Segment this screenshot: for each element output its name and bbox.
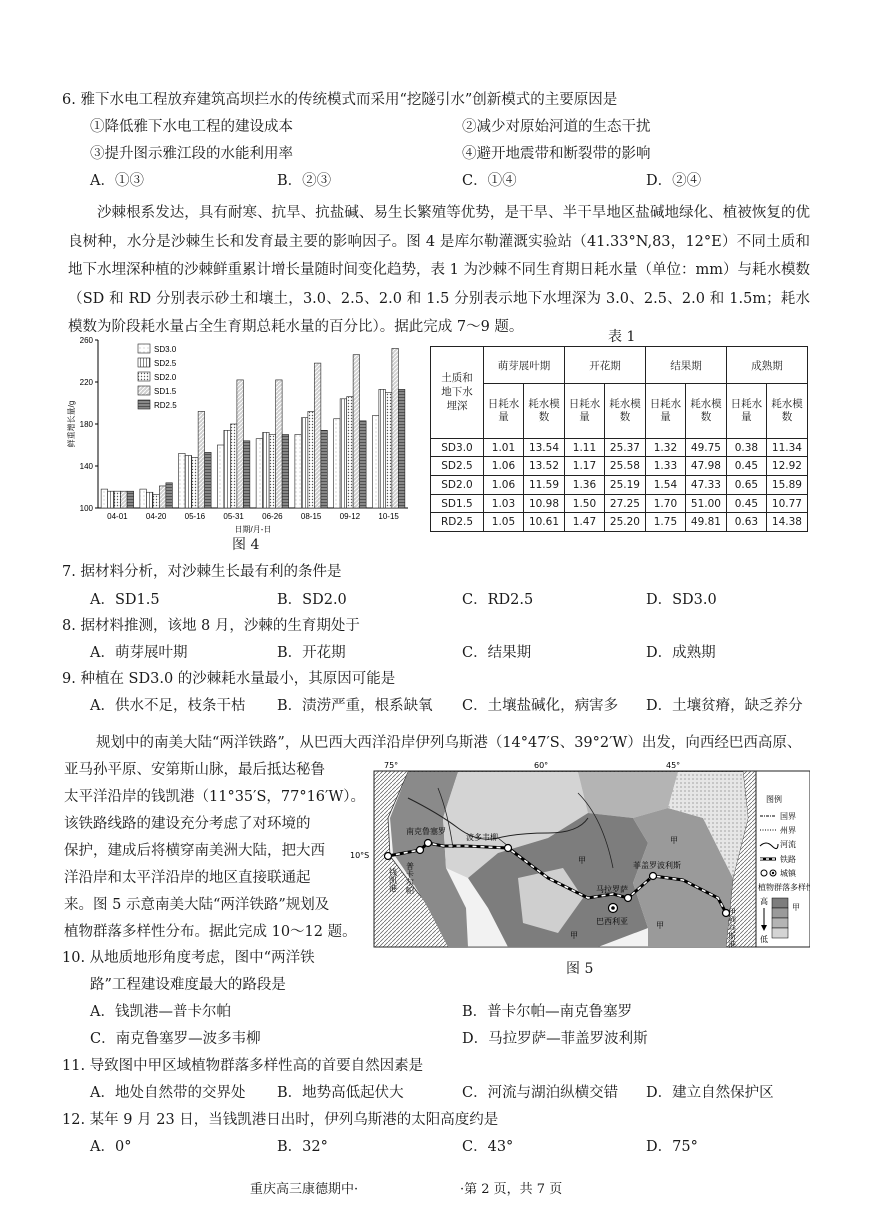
bar-rd2-5 xyxy=(166,483,173,508)
table1-stage: 成熟期 xyxy=(726,347,807,384)
q8-option-c[interactable]: C．结果期 xyxy=(462,645,532,661)
bar-rd2-5 xyxy=(398,389,405,508)
y-axis-label: 鲜重增长量/g xyxy=(67,400,76,448)
table1-row xyxy=(431,457,808,476)
table1-cell: 13.52 xyxy=(523,457,564,476)
table1-sub-daily: 日耗水量 xyxy=(564,384,604,439)
y-tick-label: 140 xyxy=(79,462,93,471)
x-tick-label: 10-15 xyxy=(378,512,399,521)
q12-option-b[interactable]: B．32° xyxy=(277,1139,328,1155)
table1-cell: 0.45 xyxy=(726,494,766,513)
q9-stem: 9. 种植在 SD3.0 的沙棘耗水量最小，其原因可能是 xyxy=(62,671,396,687)
table1-stage: 结果期 xyxy=(645,347,726,384)
bar-sd2-0 xyxy=(153,494,160,508)
region-jia-4: 甲 xyxy=(670,836,678,845)
city-label-ilheus: 伊列乌斯港 xyxy=(727,908,737,948)
bar-sd2-5 xyxy=(185,456,192,509)
x-axis-label: 日期/月-日 xyxy=(234,525,272,534)
table1-row xyxy=(431,438,808,457)
bar-sd1-5 xyxy=(198,411,205,508)
table1-cell: 1.54 xyxy=(645,476,685,495)
q12-option-d[interactable]: D．75° xyxy=(646,1139,698,1155)
table1-cell: 13.54 xyxy=(523,438,564,457)
q9-option-a[interactable]: A．供水不足，枝条干枯 xyxy=(90,698,246,714)
table1-sub-daily: 日耗水量 xyxy=(726,384,766,439)
town-pucallpa xyxy=(417,847,424,854)
q6-item-4: ④避开地震带和断裂带的影响 xyxy=(462,146,651,162)
material-2-line: 植物群落多样性分布。据此完成 10～12 题。 xyxy=(64,924,357,940)
legend-swatch-4 xyxy=(772,928,788,938)
q6-option-d[interactable]: D．②④ xyxy=(646,173,702,189)
bar-sd2-0 xyxy=(308,411,315,508)
q10-option-b[interactable]: B．普卡尔帕—南克鲁塞罗 xyxy=(462,1004,633,1020)
bar-sd1-5 xyxy=(314,363,321,508)
table1-cell: 11.34 xyxy=(766,438,807,457)
legend-label: RD2.5 xyxy=(154,401,177,410)
bar-sd2-0 xyxy=(269,435,276,509)
table1-cell: 1.75 xyxy=(645,513,685,532)
bar-sd2-0 xyxy=(385,393,392,509)
bar-sd3-0 xyxy=(101,489,108,508)
material-2-line: 来。图 5 示意南美大陆“两洋铁路”规划及 xyxy=(64,897,330,913)
legend-swatch xyxy=(138,386,150,395)
table1-cell: 1.03 xyxy=(484,494,524,513)
q7-option-a[interactable]: A．SD1.5 xyxy=(90,592,160,608)
town-porto-velho xyxy=(505,845,512,852)
q11-option-d[interactable]: D．建立自然保护区 xyxy=(646,1085,774,1101)
table1-sub-daily: 日耗水量 xyxy=(484,384,524,439)
bar-sd2-5 xyxy=(108,491,115,508)
city-label-porto-velho: 波多韦柳 xyxy=(466,833,498,842)
bar-sd1-5 xyxy=(353,355,360,508)
q6-stem: 6. 雅下水电工程放弃建筑高坝拦水的传统模式而采用“挖隧引水”创新模式的主要原因是 xyxy=(62,92,618,108)
material-2-line-1: 规划中的南美大陆“两洋铁路”，从巴西大西洋沿岸伊列乌斯港（14°47′S、39°2′W）出发，向西经巴西高原、 xyxy=(96,735,802,751)
q11-option-b[interactable]: B．地势高低起伏大 xyxy=(277,1085,404,1101)
city-label-figueiropolis: 菲盖罗波利斯 xyxy=(633,861,681,870)
q10-option-c[interactable]: C．南克鲁塞罗—波多韦柳 xyxy=(90,1031,261,1047)
table1-cell: 1.70 xyxy=(645,494,685,513)
material-2-line: 该铁路线路的建设充分考虑了对环境的 xyxy=(64,816,311,832)
q12-option-c[interactable]: C．43° xyxy=(462,1139,514,1155)
table1-cell: 49.75 xyxy=(685,438,726,457)
table1-cell: 25.37 xyxy=(604,438,645,457)
bar-sd2-0 xyxy=(192,458,199,508)
table1-corner xyxy=(431,347,484,439)
footer-page: ·第 2 页，共 7 页 xyxy=(460,1182,563,1197)
town-cruzeiro xyxy=(425,840,432,847)
bar-sd3-0 xyxy=(372,416,379,508)
city-label-cruzeiro: 南克鲁塞罗 xyxy=(406,827,446,836)
bar-rd2-5 xyxy=(321,430,328,508)
table1-row-label: RD2.5 xyxy=(431,513,484,532)
fig4-bar-chart xyxy=(62,330,422,555)
bar-sd2-5 xyxy=(301,418,308,508)
q11-option-a[interactable]: A．地处自然带的交界处 xyxy=(90,1085,246,1101)
bar-rd2-5 xyxy=(360,421,367,508)
fig4-caption: 图 4 xyxy=(232,537,260,553)
table1-cell: 10.61 xyxy=(523,513,564,532)
q6-item-3: ③提升图示雅江段的水能利用率 xyxy=(90,146,293,162)
table1-cell: 12.92 xyxy=(766,457,807,476)
legend-high: 高 xyxy=(760,897,768,906)
city-label-pucallpa: 普卡尔帕 xyxy=(405,862,415,894)
footer-left: 重庆高三康德期中· xyxy=(250,1182,359,1197)
table1-cell: 47.98 xyxy=(685,457,726,476)
q10-stem-b: 路”工程建设难度最大的路段是 xyxy=(90,977,286,993)
table1-cell: 0.63 xyxy=(726,513,766,532)
q7-option-c[interactable]: C．RD2.5 xyxy=(462,592,534,608)
q10-option-d[interactable]: D．马拉罗萨—菲盖罗波利斯 xyxy=(462,1031,648,1047)
bar-rd2-5 xyxy=(205,452,212,508)
bar-sd2-0 xyxy=(347,397,354,508)
bar-rd2-5 xyxy=(127,491,134,508)
q8-option-d[interactable]: D．成熟期 xyxy=(646,645,716,661)
table1-cell: 1.17 xyxy=(564,457,604,476)
legend-label: SD2.5 xyxy=(154,359,177,368)
q10-stem-a: 10. 从地质地形角度考虑，图中“两洋铁 xyxy=(62,950,315,966)
legend-label: SD2.0 xyxy=(154,373,177,382)
bar-sd1-5 xyxy=(237,380,244,508)
fig5-map xyxy=(348,758,810,954)
material-2-line: 洋沿岸和太平洋沿岸的地区直接联通起 xyxy=(64,870,311,886)
legend-swatch-1 xyxy=(772,898,788,908)
material-1 xyxy=(68,199,810,342)
legend-label: SD1.5 xyxy=(154,387,177,396)
corner-line-2: 地下水 xyxy=(441,386,473,399)
bar-sd1-5 xyxy=(121,491,128,508)
city-label-brasilia: 巴西利亚 xyxy=(596,917,628,926)
table1-cell: 11.59 xyxy=(523,476,564,495)
bar-sd1-5 xyxy=(276,380,283,508)
bar-sd2-5 xyxy=(146,492,153,508)
lat-label-10s: 10°S xyxy=(350,851,370,860)
table1-cell: 1.32 xyxy=(645,438,685,457)
table1-cell: 0.65 xyxy=(726,476,766,495)
corner-line-1: 土质和 xyxy=(441,372,473,385)
bar-rd2-5 xyxy=(282,435,289,509)
x-tick-label: 08-15 xyxy=(300,512,322,521)
legend-swatch-3 xyxy=(772,918,788,928)
q12-stem: 12. 某年 9 月 23 日，当钱凯港日出时，伊列乌斯港的太阳高度约是 xyxy=(62,1112,499,1128)
q6-option-c[interactable]: C．①④ xyxy=(462,173,517,189)
q6-item-1: ①降低雅下水电工程的建设成本 xyxy=(90,119,293,135)
bar-sd3-0 xyxy=(256,439,263,508)
q6-option-b[interactable]: B．②③ xyxy=(277,173,332,189)
table1-cell: 1.05 xyxy=(484,513,524,532)
bar-sd2-0 xyxy=(230,424,237,508)
town-figueiropolis xyxy=(650,873,657,880)
table1-sub-modulus: 耗水模数 xyxy=(604,384,645,439)
legend-swatch xyxy=(138,400,150,409)
q8-option-b[interactable]: B．开花期 xyxy=(277,645,346,661)
q9-option-c[interactable]: C．土壤盐碱化，病害多 xyxy=(462,698,619,714)
q7-stem: 7. 据材料分析，对沙棘生长最有利的条件是 xyxy=(62,564,342,580)
town-mara-rosa xyxy=(625,895,632,902)
legend-swatch xyxy=(138,358,150,367)
bar-rd2-5 xyxy=(243,441,250,508)
table1-cell: 25.19 xyxy=(604,476,645,495)
table1-row xyxy=(431,476,808,495)
q6-option-a[interactable]: A．①③ xyxy=(90,173,144,189)
table1-cell: 1.47 xyxy=(564,513,604,532)
region-jia-2: 甲 xyxy=(570,931,578,940)
material-2-line: 亚马孙平原、安第斯山脉，最后抵达秘鲁 xyxy=(64,762,325,778)
x-tick-label: 05-31 xyxy=(223,512,244,521)
table1-sub-modulus: 耗水模数 xyxy=(766,384,807,439)
legend-swatch-2 xyxy=(772,908,788,918)
bar-sd2-5 xyxy=(340,399,347,508)
table1-stage: 萌芽展叶期 xyxy=(484,347,565,384)
q8-option-a[interactable]: A．萌芽展叶期 xyxy=(90,645,188,661)
table1-cell: 1.01 xyxy=(484,438,524,457)
bar-sd3-0 xyxy=(295,435,302,509)
lon-label-60: 60° xyxy=(534,761,549,770)
legend-title: 图例 xyxy=(766,795,782,804)
table1-cell: 10.98 xyxy=(523,494,564,513)
y-tick-label: 260 xyxy=(79,336,93,345)
table1-cell: 1.06 xyxy=(484,457,524,476)
x-tick-label: 04-20 xyxy=(145,512,167,521)
table1-row-label: SD2.0 xyxy=(431,476,484,495)
city-label-mara-rosa: 马拉罗萨 xyxy=(596,885,628,894)
legend-jia: 甲 xyxy=(792,903,800,912)
legend-rail: 铁路 xyxy=(780,855,796,864)
fig5-caption: 图 5 xyxy=(566,961,594,977)
town-brasilia-inner xyxy=(611,906,615,910)
bar-sd3-0 xyxy=(217,445,224,508)
table1-cell: 1.50 xyxy=(564,494,604,513)
bar-sd2-5 xyxy=(263,432,270,508)
material-1-text: 沙棘根系发达，具有耐寒、抗旱、抗盐碱、易生长繁殖等优势，是干旱、半干旱地区盐碱地绿化、植被恢复的优良树种，水分是沙棘生长和发育最主要的影响因子。图 4 是库尔勒灌溉实验站（41.33°N,83，12°E）不同土质和地下水埋深种植的沙棘鲜重累计增长量随时间变化趋势，表 1 为沙棘不同生育期日耗水量（单位：mm）与耗水模数（SD 和 RD 分别表示砂土和壤土，3.0、2.5、2.0 和 1.5 分别表示地下水埋深为 3.0、2.5、2.0 和 1.5m；耗水模数为阶段耗水量占全生育期总耗水量的百分比）。据此完成 7～9 题。 xyxy=(68,205,810,335)
material-2-line: 保护，建成后将横穿南美洲大陆，把大西 xyxy=(64,843,325,859)
material-2-body xyxy=(64,757,365,946)
q7-option-b[interactable]: B．SD2.0 xyxy=(277,592,347,608)
table1-row-label: SD2.5 xyxy=(431,457,484,476)
bar-sd3-0 xyxy=(179,453,186,508)
table1-row-label: SD3.0 xyxy=(431,438,484,457)
region-jia-1: 甲 xyxy=(578,856,586,865)
table1-sub-modulus: 耗水模数 xyxy=(685,384,726,439)
y-tick-label: 180 xyxy=(79,420,93,429)
table1-row xyxy=(431,513,808,532)
q10-option-a[interactable]: A．钱凯港—普卡尔帕 xyxy=(90,1004,231,1020)
q9-option-d[interactable]: D．土壤贫瘠，缺乏养分 xyxy=(646,698,803,714)
lon-label-75: 75° xyxy=(384,761,399,770)
y-tick-label: 220 xyxy=(79,378,93,387)
table1-cell: 51.00 xyxy=(685,494,726,513)
table1-cell: 49.81 xyxy=(685,513,726,532)
table1-cell: 25.58 xyxy=(604,457,645,476)
q8-stem: 8. 据材料推测，该地 8 月，沙棘的生育期处于 xyxy=(62,618,360,634)
table1-cell: 14.38 xyxy=(766,513,807,532)
table1-cell: 25.20 xyxy=(604,513,645,532)
legend-town-icon xyxy=(761,870,767,876)
city-label-chancay: 钱凯港 xyxy=(388,868,398,892)
legend-river: 河流 xyxy=(780,840,796,849)
table1-stage: 开花期 xyxy=(564,347,645,384)
bar-sd1-5 xyxy=(392,348,399,508)
bar-sd3-0 xyxy=(334,419,341,508)
table1-sub-modulus: 耗水模数 xyxy=(523,384,564,439)
x-tick-label: 04-01 xyxy=(107,512,128,521)
q11-stem: 11. 导致图中甲区域植物群落多样性高的首要自然因素是 xyxy=(62,1058,424,1074)
bar-sd1-5 xyxy=(159,486,166,508)
table1-sub-daily: 日耗水量 xyxy=(645,384,685,439)
bar-sd3-0 xyxy=(140,489,147,508)
x-tick-label: 09-12 xyxy=(339,512,361,521)
q12-option-a[interactable]: A．0° xyxy=(90,1139,132,1155)
legend-swatch xyxy=(138,344,150,353)
q9-option-b[interactable]: B．渍涝严重，根系缺氧 xyxy=(277,698,433,714)
table1-cell: 0.45 xyxy=(726,457,766,476)
legend-swatch xyxy=(138,372,150,381)
legend-town: 城镇 xyxy=(780,869,796,878)
town-chancay xyxy=(385,853,392,860)
q6-item-2: ②减少对原始河道的生态干扰 xyxy=(462,119,651,135)
bar-sd2-5 xyxy=(379,389,386,508)
table1-cell: 0.38 xyxy=(726,438,766,457)
lon-label-45: 45° xyxy=(666,761,681,770)
y-tick-label: 100 xyxy=(79,504,93,513)
legend-diversity-title: 植物群落多样性 xyxy=(758,883,810,892)
table1-cell: 1.33 xyxy=(645,457,685,476)
legend-label: SD3.0 xyxy=(154,345,177,354)
table1-cell: 1.11 xyxy=(564,438,604,457)
region-jia-3: 甲 xyxy=(656,921,664,930)
bar-sd2-5 xyxy=(224,430,231,508)
table1-cell: 10.77 xyxy=(766,494,807,513)
table1 xyxy=(430,346,808,532)
q11-option-c[interactable]: C．河流与湖泊纵横交错 xyxy=(462,1085,619,1101)
legend-low: 低 xyxy=(760,935,768,944)
bar-sd2-0 xyxy=(114,491,121,508)
table1-cell: 1.06 xyxy=(484,476,524,495)
table1-row-label: SD1.5 xyxy=(431,494,484,513)
table1-cell: 27.25 xyxy=(604,494,645,513)
x-tick-label: 05-16 xyxy=(184,512,206,521)
legend-state: 州界 xyxy=(780,826,796,835)
x-tick-label: 06-26 xyxy=(262,512,283,521)
table1-cell: 47.33 xyxy=(685,476,726,495)
table1-caption: 表 1 xyxy=(608,329,636,345)
table1-cell: 15.89 xyxy=(766,476,807,495)
legend-border: 国界 xyxy=(780,812,796,821)
corner-line-3: 埋深 xyxy=(446,400,468,413)
material-2-line: 太平洋沿岸的钱凯港（11°35′S，77°16′W）。 xyxy=(64,789,365,805)
table1-row xyxy=(431,494,808,513)
q7-option-d[interactable]: D．SD3.0 xyxy=(646,592,717,608)
table1-cell: 1.36 xyxy=(564,476,604,495)
